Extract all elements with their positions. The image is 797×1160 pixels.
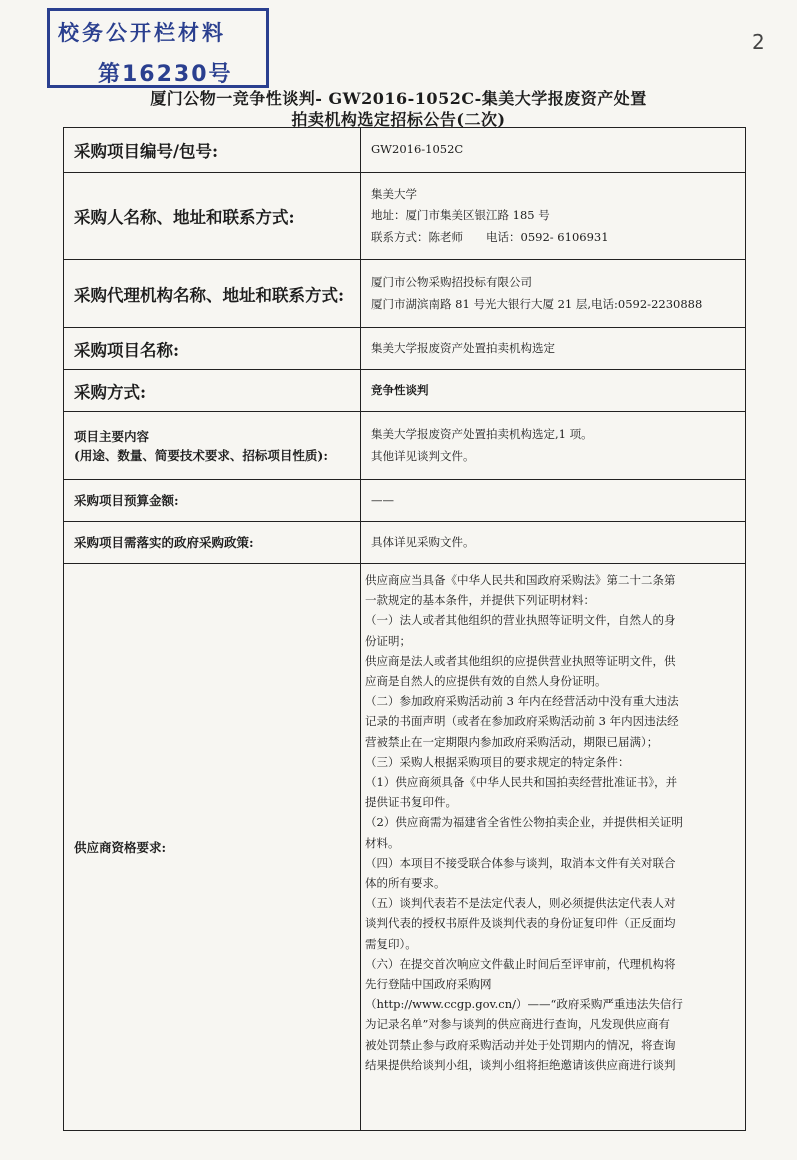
agency-value <box>361 260 746 328</box>
policy-label: 采购项目需落实的政府采购政策: <box>64 522 361 564</box>
agency-label: 采购代理机构名称、地址和联系方式: <box>64 260 361 328</box>
requirements-line: 为记录名单”对参与谈判的供应商进行查询，凡发现供应商有 <box>365 1017 670 1032</box>
requirements-line: 供应商是法人或者其他组织的应提供营业执照等证明文件，供 <box>365 653 676 668</box>
requirements-line: （http://www.ccgp.gov.cn/）——“政府采购严重违法失信行 <box>365 997 683 1012</box>
requirements-line: （六）在提交首次响应文件截止时间后至评审前，代理机构将 <box>365 956 676 971</box>
content-value <box>361 412 746 480</box>
requirements-line: （四）本项目不接受联合体参与谈判，取消本文件有关对联合 <box>365 855 676 870</box>
requirements-line: （二）参加政府采购活动前 3 年内在经营活动中没有重大违法 <box>365 694 679 709</box>
requirements-line: 结果提供给谈判小组，谈判小组将拒绝邀请该供应商进行谈判 <box>365 1057 676 1072</box>
requirements-value <box>361 564 746 1131</box>
project-no-value: GW2016-1052C <box>361 128 746 173</box>
requirements-line: （三）采购人根据采购项目的要求规定的特定条件： <box>365 754 630 769</box>
requirements-line: 谈判代表的授权书原件及谈判代表的身份证复印件（正反面均 <box>365 916 676 931</box>
budget-label: 采购项目预算金额: <box>64 480 361 522</box>
project-no-label: 采购项目编号/包号: <box>64 128 361 173</box>
method-label: 采购方式: <box>64 370 361 412</box>
handwritten-page-number: 2 <box>752 30 765 54</box>
purchaser-contact: 联系方式：陈老师 电话：0592- 6106931 <box>371 229 609 244</box>
requirements-label: 供应商资格要求: <box>64 564 361 1131</box>
requirements-line: （一）法人或者其他组织的营业执照等证明文件，自然人的身 <box>365 613 676 628</box>
purchaser-label: 采购人名称、地址和联系方式: <box>64 173 361 260</box>
row-project-name <box>64 328 746 370</box>
requirements-line: （2）供应商需为福建省全省性公物拍卖企业，并提供相关证明 <box>365 815 683 830</box>
requirements-line: 材料。 <box>365 835 400 850</box>
stamp-line-2: 第16230号 <box>98 62 233 87</box>
requirements-line: 被处罚禁止参与政府采购活动并处于处罚期内的情况，将查询 <box>365 1037 676 1052</box>
content-label <box>64 412 361 480</box>
requirements-line: 体的所有要求。 <box>365 876 446 891</box>
budget-value: —— <box>361 480 746 522</box>
requirements-line: 营被禁止在一定期限内参加政府采购活动，期限已届满）； <box>365 734 659 749</box>
row-content <box>64 412 746 480</box>
purchaser-value <box>361 173 746 260</box>
requirements-line: （1）供应商须具备《中华人民共和国拍卖经营批准证书》，并 <box>365 775 678 790</box>
purchaser-name: 集美大学 <box>371 186 417 201</box>
purchaser-address: 地址：厦门市集美区银江路 185 号 <box>371 208 550 223</box>
row-budget <box>64 480 746 522</box>
method-value: 竞争性谈判 <box>361 370 746 412</box>
announcement-table <box>63 127 746 1131</box>
content-label-line-1: 项目主要内容 <box>74 428 150 444</box>
row-agency <box>64 260 746 328</box>
row-requirements <box>64 564 746 1131</box>
archive-stamp <box>47 8 269 88</box>
stamp-line-1: 校务公开栏材料 <box>58 21 226 45</box>
row-project-no <box>64 128 746 173</box>
content-line-2: 其他详见谈判文件。 <box>371 448 475 463</box>
content-label-line-2: (用途、数量、简要技术要求、招标项目性质): <box>74 447 328 463</box>
agency-address: 厦门市湖滨南路 81 号光大银行大厦 21 层,电话:0592-2230888 <box>371 296 703 311</box>
content-line-1: 集美大学报废资产处置拍卖机构选定,1 项。 <box>371 427 593 441</box>
row-purchaser <box>64 173 746 260</box>
requirements-line: 先行登陆中国政府采购网 <box>365 977 492 992</box>
project-name-label: 采购项目名称: <box>64 328 361 370</box>
project-name-value: 集美大学报废资产处置拍卖机构选定 <box>361 328 746 370</box>
row-method <box>64 370 746 412</box>
requirements-line: 一款规定的基本条件，并提供下列证明材料： <box>365 593 595 608</box>
requirements-line: 记录的书面声明（或者在参加政府采购活动前 3 年内因违法经 <box>365 714 679 729</box>
document-title-line-1: 厦门公物一竞争性谈判- GW2016-1052C-集美大学报废资产处置 <box>150 89 647 108</box>
requirements-line: 份证明； <box>365 633 411 648</box>
requirements-line: 提供证书复印件。 <box>365 795 457 810</box>
row-policy <box>64 522 746 564</box>
requirements-line: 需复印）。 <box>365 936 417 951</box>
requirements-line: （五）谈判代表若不是法定代表人，则必须提供法定代表人对 <box>365 896 676 911</box>
document-title-line-2: 拍卖机构选定招标公告(二次) <box>291 110 506 129</box>
policy-value: 具体详见采购文件。 <box>361 522 746 564</box>
agency-name: 厦门市公物采购招投标有限公司 <box>371 275 532 289</box>
requirements-line: 供应商应当具备《中华人民共和国政府采购法》第二十二条第 <box>365 573 676 587</box>
requirements-line: 应商是自然人的应提供有效的自然人身份证明。 <box>365 674 607 689</box>
